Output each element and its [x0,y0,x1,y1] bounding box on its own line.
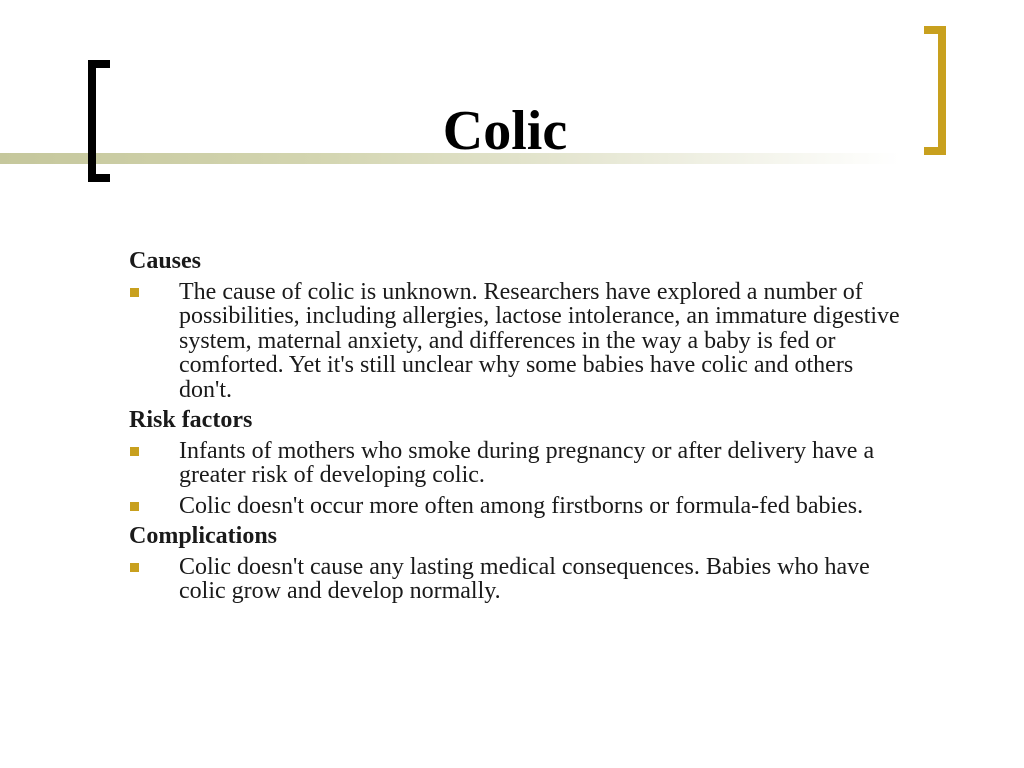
square-bullet-icon [130,447,139,456]
section-heading-risk-factors: Risk factors [129,407,253,433]
section-heading-causes: Causes [129,248,202,274]
square-bullet-icon [130,288,139,297]
slide-body [129,249,909,610]
bullet-text: The cause of colic is unknown. Researchers have explored a number of possibilities, including allergies, lactose intolerance, an immature digestive system, maternal anxiety, and differences in the way a baby is fed or comforted. Yet it's still unclear why some babies have colic and others don't. [179,278,900,403]
bullet-text: Infants of mothers who smoke during pregnancy or after delivery have a greater risk of developing colic. [179,437,875,488]
bullet-item [129,439,909,488]
bullet-item [129,555,909,604]
section-heading-complications: Complications [129,523,278,549]
square-bullet-icon [130,502,139,511]
bullet-item [129,280,909,403]
square-bullet-icon [130,563,139,572]
bullet-text: Colic doesn't occur more often among firstborns or formula-fed babies. [179,492,864,519]
slide-title: Colic [442,100,568,162]
bullet-item [129,494,909,519]
bullet-text: Colic doesn't cause any lasting medical consequences. Babies who have colic grow and develop normally. [179,553,870,604]
